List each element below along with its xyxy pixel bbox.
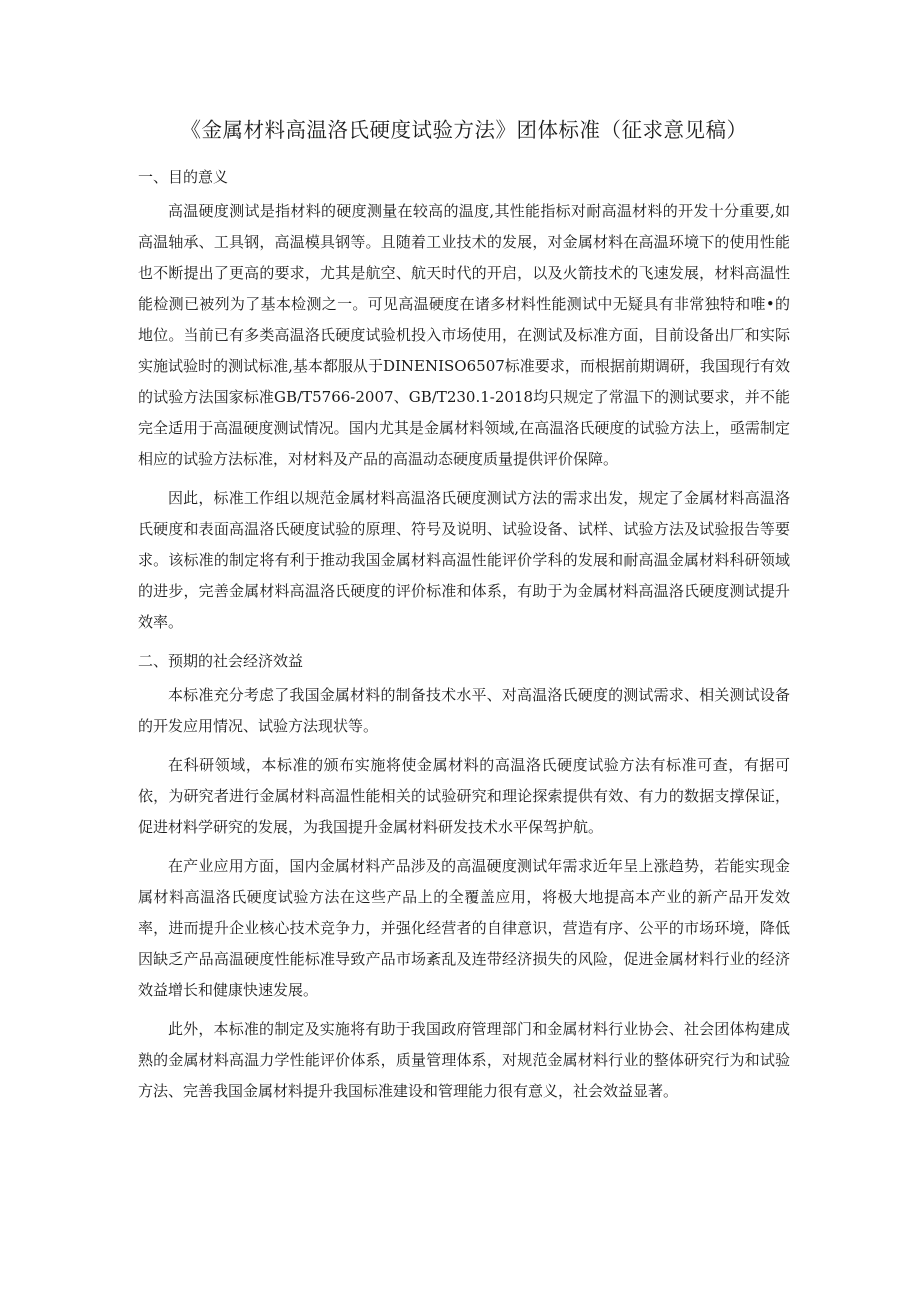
paragraph: 在产业应用方面，国内金属材料产品涉及的高温硬度测试年需求近年呈上涨趋势，若能实现金属材料高温洛氏硬度试验方法在这些产品上的全覆盖应用，将极大地提高本产业的新产品开发效率，进而提升企业核心技术竞争力，并强化经营者的自律意识，营造有序、公平的市场环境，降低因缺乏产品高温硬度性能标准导致产品市场紊乱及连带经济损失的风险，促进金属材料行业的经济效益增长和健康快速发展。 — [138, 857, 790, 999]
paragraph: 本标准充分考虑了我国金属材料的制备技术水平、对高温洛氏硬度的测试需求、相关测试设备的开发应用情况、试验方法现状等。 — [138, 686, 790, 735]
paragraph: 在科研领域，本标准的颁布实施将使金属材料的高温洛氏硬度试验方法有标准可查，有据可依，为研究者进行金属材料高温性能相关的试验研究和理论探索提供有效、有力的数据支撑保证，促进材料学研究的发展，为我国提升金属材料研发技术水平保驾护航。 — [138, 756, 790, 836]
paragraph: 高温硬度测试是指材料的硬度测量在较高的温度,其性能指标对耐高温材料的开发十分重要,如高温轴承、工具钢，高温模具钢等。且随着工业技术的发展，对金属材料在高温环境下的使用性能也不断提出了更高的要求，尤其是航空、航天时代的开启，以及火箭技术的飞速发展，材料高温性能检测已被列为了基本检测之一。可见高温硬度在诸多材料性能测试中无疑具有非常独特和唯•的地位。当前已有多类高温洛氏硬度试验机投入市场使用，在测试及标准方面，目前设备出厂和实际实施试验时的测试标准,基本都服从于DINENISO6507标准要求，而根据前期调研，我国现行有效的试验方法国家标准GB/T5766-2007、GB/T230.1-2018均只规定了常温下的测试要求，并不能完全适用于高温硬度测试情况。国内尤其是金属材料领域,在高温洛氏硬度的试验方法上，亟需制定相应的试验方法标准，对材料及产品的高温动态硬度质量提供评价保障。 — [138, 202, 790, 468]
paragraph: 此外，本标准的制定及实施将有助于我国政府管理部门和金属材料行业协会、社会团体构建成熟的金属材料高温力学性能评价体系，质量管理体系，对规范金属材料行业的整体研究行为和试验方法、完善我国金属材料提升我国标准建设和管理能力很有意义，社会效益显著。 — [138, 1020, 790, 1100]
section-heading: 一、目的意义 — [138, 168, 229, 186]
section-benefits — [138, 646, 790, 1107]
document-title: 《金属材料高温洛氏硬度试验方法》团体标准（征求意见稿） — [180, 118, 748, 142]
paragraph: 因此，标准工作组以规范金属材料高温洛氏硬度测试方法的需求出发，规定了金属材料高温洛氏硬度和表面高温洛氏硬度试验的原理、符号及说明、试验设备、试样、试验方法及试验报告等要求。该标准的制定将有利于推动我国金属材料高温性能评价学科的发展和耐高温金属材料科研领域的进步，完善金属材料高温洛氏硬度的评价标准和体系，有助于为金属材料高温洛氏硬度测试提升效率。 — [138, 489, 790, 631]
section-purpose — [138, 162, 790, 638]
document-page — [138, 112, 790, 1115]
section-heading: 二、预期的社会经济效益 — [138, 652, 304, 670]
